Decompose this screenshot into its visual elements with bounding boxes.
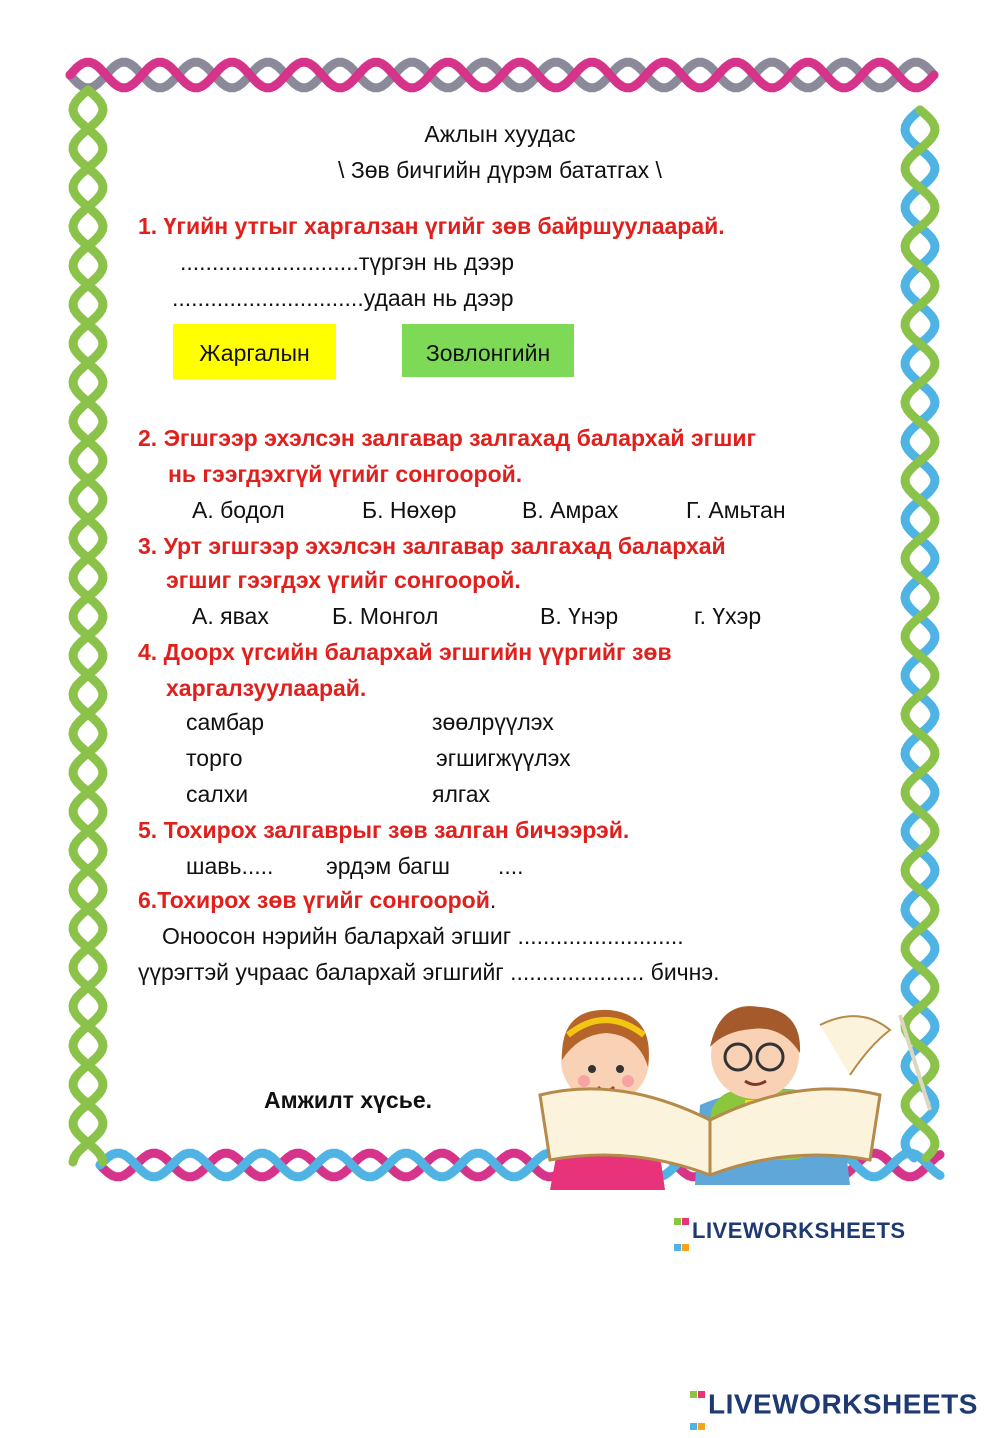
question-2-prompt-2: нь гээгдэхгүй үгийг сонгоорой. [168, 461, 523, 487]
liveworksheets-logo-icon [674, 1206, 690, 1258]
question-2-option-g[interactable]: Г. Амьтан [686, 497, 786, 523]
question-5-item[interactable]: .... [498, 853, 524, 879]
question-6-prompt-period: . [489, 887, 497, 913]
question-6-line-2[interactable]: үүрэгтэй учраас балархай эгшгийг ..................... бичнэ. [138, 959, 720, 985]
question-5-item[interactable]: шавь..... [186, 853, 274, 879]
question-5-item[interactable]: эрдэм багш [326, 853, 450, 879]
question-2-option-b[interactable]: Б. Нөхөр [362, 497, 457, 523]
question-1-line-1: ............................түргэн нь дээр [180, 249, 514, 275]
liveworksheets-watermark-large [690, 1374, 978, 1438]
liveworksheets-watermark-small [674, 1206, 906, 1258]
question-3-option-g[interactable]: г. Үхэр [694, 603, 762, 629]
question-3-option-b[interactable]: Б. Монгол [332, 603, 439, 629]
question-3-option-v[interactable]: В. Үнэр [540, 603, 619, 629]
match-right-item[interactable]: эгшигжүүлэх [436, 745, 571, 771]
word-chip-zhargalyn[interactable]: Жаргалын [173, 324, 336, 379]
word-chip-zovlongiin[interactable]: Зовлонгийн [402, 324, 574, 377]
question-3-prompt-2: эгшиг гээгдэх үгийг сонгоорой. [166, 567, 521, 593]
closing-message: Амжилт хүсье. [264, 1087, 433, 1113]
match-right-item[interactable]: зөөлрүүлэх [432, 709, 554, 735]
match-left-item[interactable]: салхи [186, 781, 249, 807]
question-3-prompt-1: 3. Урт эгшгээр эхэлсэн залгавар залгахад балархай [138, 533, 726, 559]
question-6-prompt [138, 886, 496, 914]
question-3-option-a[interactable]: А. явах [192, 603, 269, 629]
match-left-item[interactable]: торго [186, 745, 243, 771]
page-title: Ажлын хуудас [424, 121, 576, 147]
question-6-prompt-text: 6.Тохирох зөв үгийг сонгоорой [138, 887, 490, 913]
page-subtitle: \ Зөв бичгийн дүрэм бататгах \ [338, 157, 662, 183]
question-4-prompt-2: харгалзуулаарай. [166, 675, 367, 701]
question-1-line-2: ..............................удаан нь дээр [172, 285, 514, 311]
brand-text: LIVEWORKSHEETS [708, 1388, 978, 1420]
question-2-option-a[interactable]: А. бодол [192, 497, 285, 523]
question-1-prompt: 1. Үгийн утгыг харгалзан үгийг зөв байршуулаарай. [138, 213, 725, 239]
question-4-prompt-1: 4. Доорх үгсийн балархай эгшгийн үүргийг зөв [138, 639, 672, 665]
question-2-prompt-1: 2. Эгшгээр эхэлсэн залгавар залгахад балархай эгшиг [138, 425, 757, 451]
liveworksheets-logo-icon [690, 1374, 706, 1438]
question-5-prompt: 5. Тохирох залгаврыг зөв залган бичээрэй. [138, 817, 630, 843]
question-2-option-v[interactable]: В. Амрах [522, 497, 619, 523]
match-left-item[interactable]: самбар [186, 709, 265, 735]
brand-text: LIVEWORKSHEETS [692, 1217, 906, 1243]
question-6-line-1[interactable]: Оноосон нэрийн балархай эгшиг .......................... [162, 923, 684, 949]
children-reading-illustration [520, 985, 940, 1200]
match-right-item[interactable]: ялгах [432, 781, 491, 807]
